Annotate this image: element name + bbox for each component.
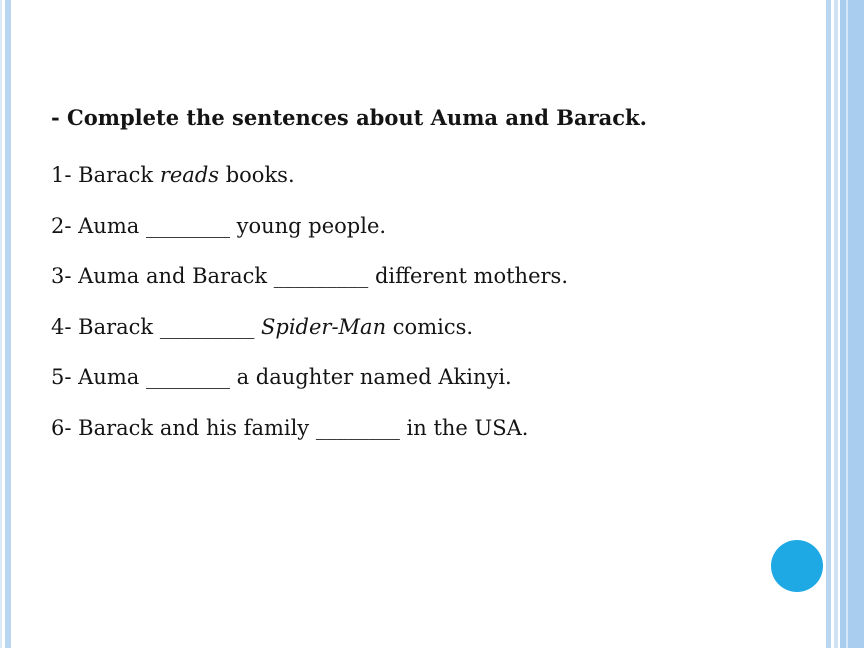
- sentence-text: Barack: [78, 163, 160, 187]
- sentence-number: 2-: [51, 213, 79, 238]
- decorative-circle-icon: [771, 540, 823, 592]
- sentence-italic-title: Spider-Man: [261, 314, 387, 339]
- sentence-4: [51, 302, 811, 353]
- right-border-stripe: [846, 0, 848, 648]
- sentence-number: 6-: [51, 415, 79, 440]
- sentence-text: Auma ________ young people.: [78, 213, 387, 238]
- sentence-5: [51, 352, 811, 403]
- sentence-italic-word: reads: [159, 163, 220, 187]
- exercise-heading: - Complete the sentences about Auma and Barack.: [51, 105, 647, 130]
- right-border-stripe: [834, 0, 838, 648]
- sentence-text: Auma ________ a daughter named Akinyi.: [78, 365, 512, 389]
- sentence-text-end: comics.: [386, 314, 474, 339]
- sentence-6: [51, 403, 811, 454]
- sentence-text: Barack and his family ________ in the USA.: [78, 415, 529, 440]
- sentence-3: [51, 251, 811, 302]
- sentence-text: Barack _________: [78, 314, 261, 339]
- right-border-stripe: [826, 0, 831, 648]
- sentence-number: 4-: [51, 314, 79, 339]
- left-border-stripe: [0, 0, 2, 648]
- sentence-number: 3-: [51, 264, 79, 288]
- sentence-number: 1-: [51, 163, 79, 187]
- right-border-band: [840, 0, 864, 648]
- sentence-1: [51, 150, 811, 201]
- sentence-text-end: books.: [219, 163, 295, 187]
- exercise-content: [51, 100, 811, 453]
- sentence-2: [51, 201, 811, 252]
- sentence-number: 5-: [51, 365, 79, 389]
- sentence-text: Auma and Barack _________ different mothers.: [78, 264, 569, 288]
- left-border-stripe: [5, 0, 11, 648]
